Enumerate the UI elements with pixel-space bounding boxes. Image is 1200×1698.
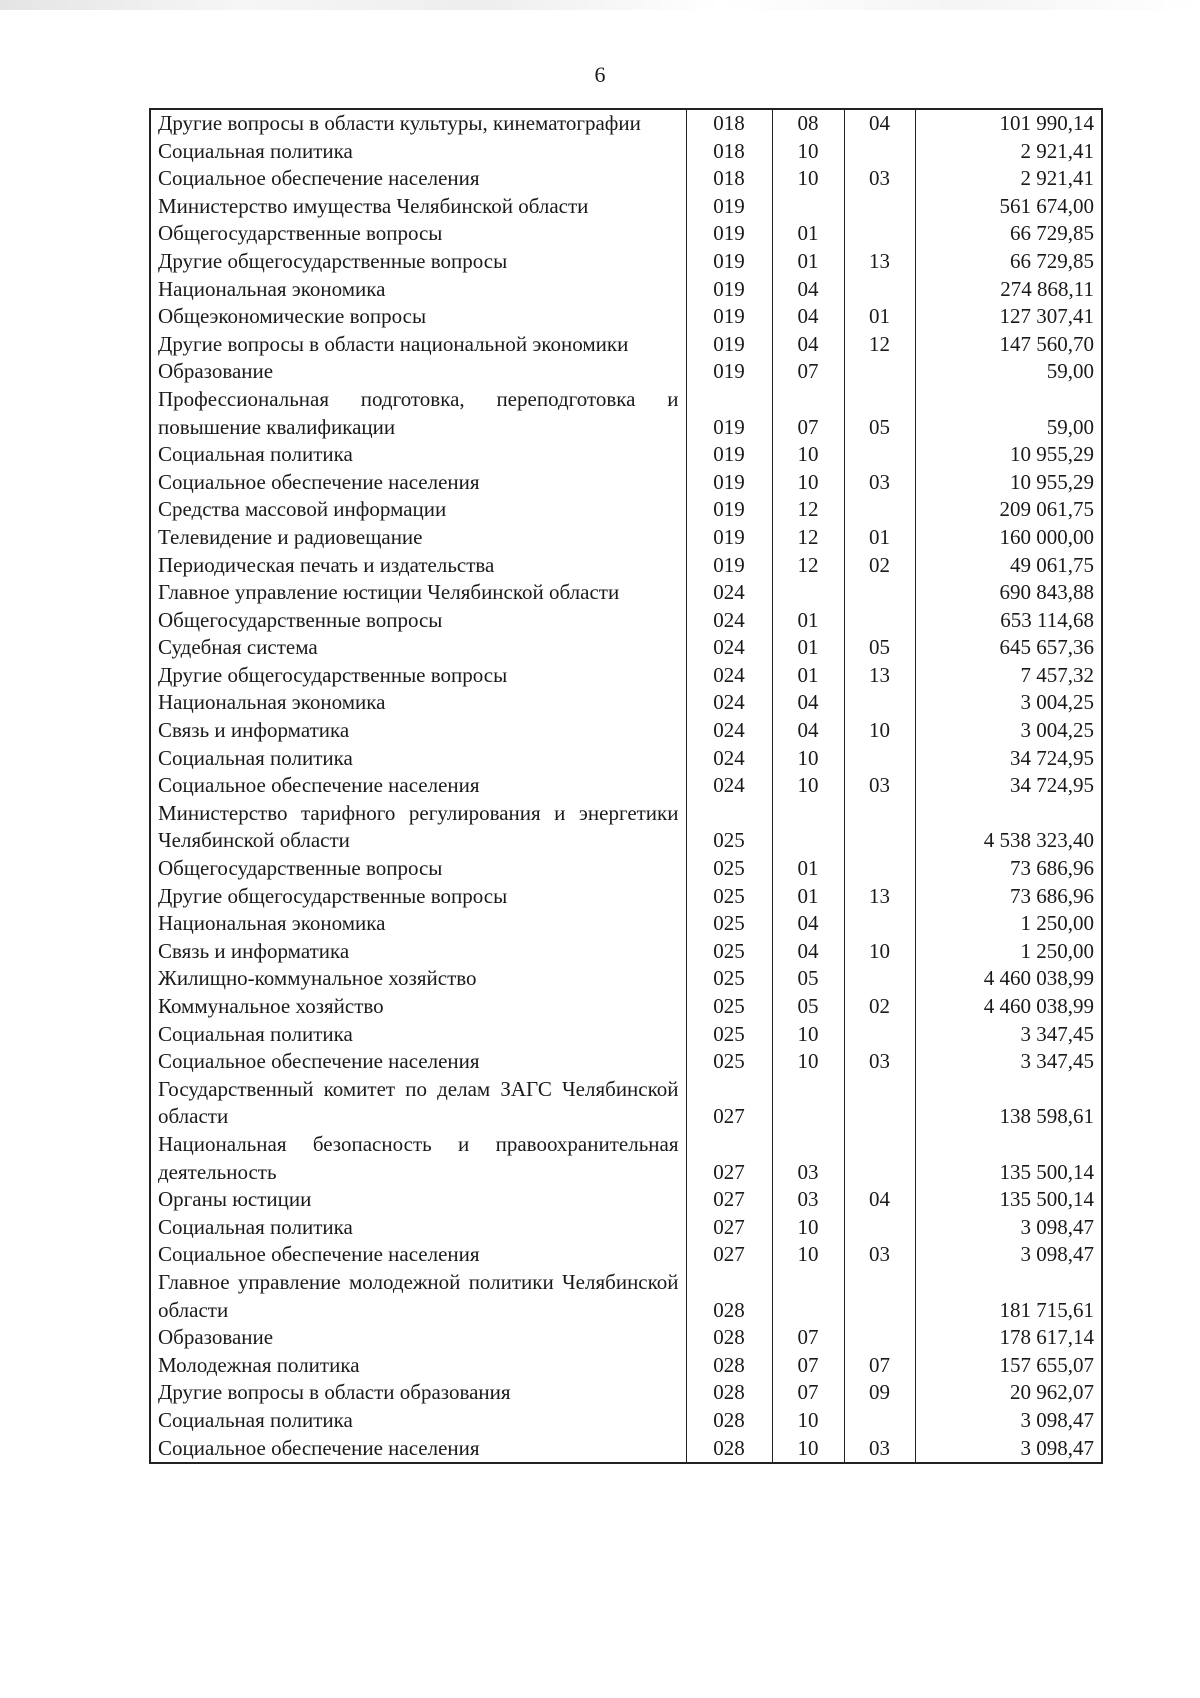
row-amount: 101 990,14: [915, 109, 1102, 138]
table-row: [150, 109, 1102, 138]
row-amount: 4 460 038,99: [915, 965, 1102, 993]
row-subsection: [844, 800, 915, 855]
row-section: [772, 800, 844, 855]
row-name: Общегосударственные вопросы: [150, 607, 686, 635]
row-code: 027: [686, 1131, 772, 1186]
row-subsection: 02: [844, 552, 915, 580]
table-row: [150, 855, 1102, 883]
row-name: Социальное обеспечение населения: [150, 469, 686, 497]
row-amount: 645 657,36: [915, 634, 1102, 662]
row-section: 04: [772, 910, 844, 938]
row-section: 10: [772, 138, 844, 166]
row-amount: 66 729,85: [915, 220, 1102, 248]
row-subsection: 13: [844, 662, 915, 690]
table-row: [150, 689, 1102, 717]
table-row: [150, 1407, 1102, 1435]
table-row: [150, 938, 1102, 966]
row-section: 10: [772, 1048, 844, 1076]
row-amount: 135 500,14: [915, 1186, 1102, 1214]
table-row: [150, 138, 1102, 166]
row-amount: 34 724,95: [915, 772, 1102, 800]
row-section: 04: [772, 303, 844, 331]
row-name: Социальная политика: [150, 138, 686, 166]
row-code: 028: [686, 1352, 772, 1380]
row-section: 07: [772, 1352, 844, 1380]
row-name: Средства массовой информации: [150, 496, 686, 524]
table-row: [150, 1131, 1102, 1186]
table-row: [150, 165, 1102, 193]
table-row: [150, 662, 1102, 690]
table-row: [150, 745, 1102, 773]
table-row: [150, 717, 1102, 745]
row-code: 019: [686, 552, 772, 580]
row-name: Телевидение и радиовещание: [150, 524, 686, 552]
table-row: [150, 248, 1102, 276]
row-name: Национальная экономика: [150, 910, 686, 938]
row-code: 025: [686, 800, 772, 855]
row-amount: 160 000,00: [915, 524, 1102, 552]
row-section: 10: [772, 1021, 844, 1049]
table-row: [150, 331, 1102, 359]
row-section: 05: [772, 993, 844, 1021]
row-section: 10: [772, 1241, 844, 1269]
row-name: Судебная система: [150, 634, 686, 662]
row-code: 019: [686, 193, 772, 221]
row-subsection: [844, 689, 915, 717]
row-name: Национальная экономика: [150, 689, 686, 717]
row-subsection: 02: [844, 993, 915, 1021]
row-amount: 138 598,61: [915, 1076, 1102, 1131]
row-name: Образование: [150, 1324, 686, 1352]
row-code: 024: [686, 745, 772, 773]
table-row: [150, 303, 1102, 331]
row-amount: 653 114,68: [915, 607, 1102, 635]
row-subsection: 13: [844, 883, 915, 911]
table-row: [150, 193, 1102, 221]
row-subsection: 03: [844, 469, 915, 497]
row-subsection: [844, 496, 915, 524]
table-row: [150, 469, 1102, 497]
row-section: 01: [772, 607, 844, 635]
row-code: 025: [686, 938, 772, 966]
row-amount: 10 955,29: [915, 469, 1102, 497]
row-section: 07: [772, 1324, 844, 1352]
row-section: 05: [772, 965, 844, 993]
row-subsection: 01: [844, 524, 915, 552]
budget-table: [149, 108, 1103, 1464]
row-code: 019: [686, 276, 772, 304]
table-row: [150, 220, 1102, 248]
row-section: 10: [772, 745, 844, 773]
row-subsection: 03: [844, 772, 915, 800]
row-name: Общеэкономические вопросы: [150, 303, 686, 331]
row-code: 018: [686, 138, 772, 166]
row-subsection: [844, 358, 915, 386]
row-name: Социальная политика: [150, 745, 686, 773]
row-name: Другие общегосударственные вопросы: [150, 248, 686, 276]
row-subsection: 05: [844, 386, 915, 441]
row-amount: 20 962,07: [915, 1379, 1102, 1407]
row-amount: 49 061,75: [915, 552, 1102, 580]
row-section: 10: [772, 165, 844, 193]
row-code: 018: [686, 165, 772, 193]
table-row: [150, 910, 1102, 938]
row-section: 01: [772, 855, 844, 883]
row-name: Связь и информатика: [150, 717, 686, 745]
row-name: Другие вопросы в области культуры, кинематографии: [150, 109, 686, 138]
row-section: 04: [772, 331, 844, 359]
row-section: 12: [772, 496, 844, 524]
row-code: 025: [686, 910, 772, 938]
row-section: [772, 579, 844, 607]
table-row: [150, 1379, 1102, 1407]
table-row: [150, 496, 1102, 524]
row-code: 028: [686, 1435, 772, 1464]
row-name: Социальная политика: [150, 1407, 686, 1435]
row-subsection: 03: [844, 1435, 915, 1464]
row-section: 01: [772, 883, 844, 911]
row-name: Другие общегосударственные вопросы: [150, 883, 686, 911]
row-subsection: 10: [844, 717, 915, 745]
row-code: 028: [686, 1269, 772, 1324]
row-name: Социальная политика: [150, 1021, 686, 1049]
row-name: Главное управление молодежной политики Челябинской области: [150, 1269, 686, 1324]
row-name: Общегосударственные вопросы: [150, 855, 686, 883]
row-name: Другие вопросы в области национальной экономики: [150, 331, 686, 359]
row-amount: 135 500,14: [915, 1131, 1102, 1186]
row-code: 024: [686, 662, 772, 690]
row-section: 07: [772, 358, 844, 386]
row-name: Министерство имущества Челябинской области: [150, 193, 686, 221]
row-name: Государственный комитет по делам ЗАГС Челябинской области: [150, 1076, 686, 1131]
table-row: [150, 1048, 1102, 1076]
row-amount: 4 538 323,40: [915, 800, 1102, 855]
row-subsection: 01: [844, 303, 915, 331]
row-code: 025: [686, 855, 772, 883]
budget-table-body: [150, 109, 1102, 1463]
row-subsection: 12: [844, 331, 915, 359]
row-amount: 59,00: [915, 386, 1102, 441]
table-row: [150, 552, 1102, 580]
row-subsection: 09: [844, 1379, 915, 1407]
row-code: 019: [686, 220, 772, 248]
row-code: 028: [686, 1379, 772, 1407]
row-subsection: [844, 220, 915, 248]
row-section: 04: [772, 717, 844, 745]
row-amount: 10 955,29: [915, 441, 1102, 469]
row-section: 01: [772, 220, 844, 248]
table-row: [150, 800, 1102, 855]
row-name: Социальное обеспечение населения: [150, 1241, 686, 1269]
row-code: 024: [686, 772, 772, 800]
row-section: 08: [772, 109, 844, 138]
row-section: 07: [772, 1379, 844, 1407]
row-subsection: [844, 138, 915, 166]
row-code: 025: [686, 993, 772, 1021]
row-name: Периодическая печать и издательства: [150, 552, 686, 580]
row-subsection: [844, 1076, 915, 1131]
row-section: [772, 193, 844, 221]
table-row: [150, 1021, 1102, 1049]
row-amount: 34 724,95: [915, 745, 1102, 773]
row-code: 024: [686, 607, 772, 635]
row-code: 025: [686, 883, 772, 911]
row-amount: 3 347,45: [915, 1021, 1102, 1049]
row-amount: 3 004,25: [915, 689, 1102, 717]
row-amount: 690 843,88: [915, 579, 1102, 607]
table-row: [150, 579, 1102, 607]
row-amount: 3 098,47: [915, 1407, 1102, 1435]
row-amount: 66 729,85: [915, 248, 1102, 276]
table-row: [150, 883, 1102, 911]
row-name: Профессиональная подготовка, переподготовка и повышение квалификации: [150, 386, 686, 441]
row-subsection: 03: [844, 165, 915, 193]
row-subsection: 05: [844, 634, 915, 662]
row-code: 019: [686, 358, 772, 386]
row-subsection: 03: [844, 1241, 915, 1269]
row-name: Другие общегосударственные вопросы: [150, 662, 686, 690]
row-section: 04: [772, 938, 844, 966]
row-code: 024: [686, 634, 772, 662]
row-subsection: [844, 193, 915, 221]
row-amount: 3 098,47: [915, 1435, 1102, 1464]
table-row: [150, 1269, 1102, 1324]
row-subsection: 04: [844, 109, 915, 138]
row-section: [772, 1269, 844, 1324]
row-code: 027: [686, 1076, 772, 1131]
row-code: 018: [686, 109, 772, 138]
row-name: Связь и информатика: [150, 938, 686, 966]
row-section: 10: [772, 441, 844, 469]
row-subsection: [844, 855, 915, 883]
table-row: [150, 607, 1102, 635]
table-row: [150, 1076, 1102, 1131]
row-name: Социальная политика: [150, 1214, 686, 1242]
row-code: 019: [686, 441, 772, 469]
row-subsection: [844, 1214, 915, 1242]
row-section: 12: [772, 524, 844, 552]
row-name: Социальное обеспечение населения: [150, 1435, 686, 1464]
row-section: 01: [772, 634, 844, 662]
row-amount: 3 347,45: [915, 1048, 1102, 1076]
row-amount: 561 674,00: [915, 193, 1102, 221]
row-amount: 178 617,14: [915, 1324, 1102, 1352]
row-code: 024: [686, 689, 772, 717]
row-amount: 73 686,96: [915, 883, 1102, 911]
row-amount: 4 460 038,99: [915, 993, 1102, 1021]
row-code: 019: [686, 248, 772, 276]
row-subsection: [844, 579, 915, 607]
row-name: Образование: [150, 358, 686, 386]
row-subsection: 07: [844, 1352, 915, 1380]
row-amount: 73 686,96: [915, 855, 1102, 883]
table-row: [150, 965, 1102, 993]
row-section: 03: [772, 1186, 844, 1214]
row-name: Социальное обеспечение населения: [150, 1048, 686, 1076]
row-name: Социальное обеспечение населения: [150, 772, 686, 800]
row-subsection: [844, 1324, 915, 1352]
row-amount: 181 715,61: [915, 1269, 1102, 1324]
row-name: Общегосударственные вопросы: [150, 220, 686, 248]
row-subsection: [844, 1021, 915, 1049]
row-name: Коммунальное хозяйство: [150, 993, 686, 1021]
row-code: 025: [686, 1021, 772, 1049]
row-code: 024: [686, 579, 772, 607]
row-name: Социальная политика: [150, 441, 686, 469]
page-number: 6: [594, 62, 606, 87]
row-amount: 59,00: [915, 358, 1102, 386]
table-row: [150, 772, 1102, 800]
row-subsection: [844, 910, 915, 938]
row-subsection: [844, 276, 915, 304]
row-code: 025: [686, 965, 772, 993]
row-section: 03: [772, 1131, 844, 1186]
row-name: Органы юстиции: [150, 1186, 686, 1214]
row-code: 025: [686, 1048, 772, 1076]
row-name: Жилищно-коммунальное хозяйство: [150, 965, 686, 993]
table-row: [150, 993, 1102, 1021]
table-row: [150, 1241, 1102, 1269]
row-section: 10: [772, 1407, 844, 1435]
row-subsection: [844, 965, 915, 993]
row-subsection: 13: [844, 248, 915, 276]
row-subsection: [844, 1407, 915, 1435]
row-section: 04: [772, 689, 844, 717]
table-row: [150, 1324, 1102, 1352]
row-section: 01: [772, 662, 844, 690]
row-section: 07: [772, 386, 844, 441]
row-name: Социальное обеспечение населения: [150, 165, 686, 193]
row-name: Молодежная политика: [150, 1352, 686, 1380]
row-amount: 157 655,07: [915, 1352, 1102, 1380]
row-section: 01: [772, 248, 844, 276]
row-subsection: 04: [844, 1186, 915, 1214]
row-subsection: 10: [844, 938, 915, 966]
row-amount: 2 921,41: [915, 165, 1102, 193]
table-row: [150, 1435, 1102, 1464]
table-row: [150, 441, 1102, 469]
row-section: 04: [772, 276, 844, 304]
row-code: 028: [686, 1324, 772, 1352]
row-amount: 1 250,00: [915, 910, 1102, 938]
row-amount: 3 004,25: [915, 717, 1102, 745]
row-amount: 147 560,70: [915, 331, 1102, 359]
table-row: [150, 386, 1102, 441]
row-code: 027: [686, 1214, 772, 1242]
row-amount: 1 250,00: [915, 938, 1102, 966]
row-name: Другие вопросы в области образования: [150, 1379, 686, 1407]
row-code: 027: [686, 1186, 772, 1214]
row-subsection: [844, 1269, 915, 1324]
table-row: [150, 1214, 1102, 1242]
row-code: 019: [686, 496, 772, 524]
table-row: [150, 634, 1102, 662]
row-section: 10: [772, 1214, 844, 1242]
row-subsection: [844, 745, 915, 773]
row-name: Главное управление юстиции Челябинской области: [150, 579, 686, 607]
row-code: 028: [686, 1407, 772, 1435]
row-subsection: [844, 1131, 915, 1186]
row-section: 10: [772, 772, 844, 800]
row-name: Министерство тарифного регулирования и энергетики Челябинской области: [150, 800, 686, 855]
row-name: Национальная безопасность и правоохранительная деятельность: [150, 1131, 686, 1186]
table-row: [150, 1352, 1102, 1380]
table-row: [150, 358, 1102, 386]
row-section: 10: [772, 1435, 844, 1464]
row-amount: 209 061,75: [915, 496, 1102, 524]
row-amount: 274 868,11: [915, 276, 1102, 304]
row-section: 12: [772, 552, 844, 580]
row-amount: 7 457,32: [915, 662, 1102, 690]
row-code: 019: [686, 524, 772, 552]
row-amount: 3 098,47: [915, 1214, 1102, 1242]
row-subsection: 03: [844, 1048, 915, 1076]
row-amount: 3 098,47: [915, 1241, 1102, 1269]
table-row: [150, 276, 1102, 304]
table-row: [150, 1186, 1102, 1214]
row-code: 024: [686, 717, 772, 745]
row-section: [772, 1076, 844, 1131]
table-row: [150, 524, 1102, 552]
row-code: 027: [686, 1241, 772, 1269]
row-code: 019: [686, 469, 772, 497]
row-amount: 2 921,41: [915, 138, 1102, 166]
row-code: 019: [686, 386, 772, 441]
row-code: 019: [686, 331, 772, 359]
scan-edge-noise: [0, 0, 1200, 10]
row-amount: 127 307,41: [915, 303, 1102, 331]
row-code: 019: [686, 303, 772, 331]
row-subsection: [844, 607, 915, 635]
row-name: Национальная экономика: [150, 276, 686, 304]
row-section: 10: [772, 469, 844, 497]
row-subsection: [844, 441, 915, 469]
